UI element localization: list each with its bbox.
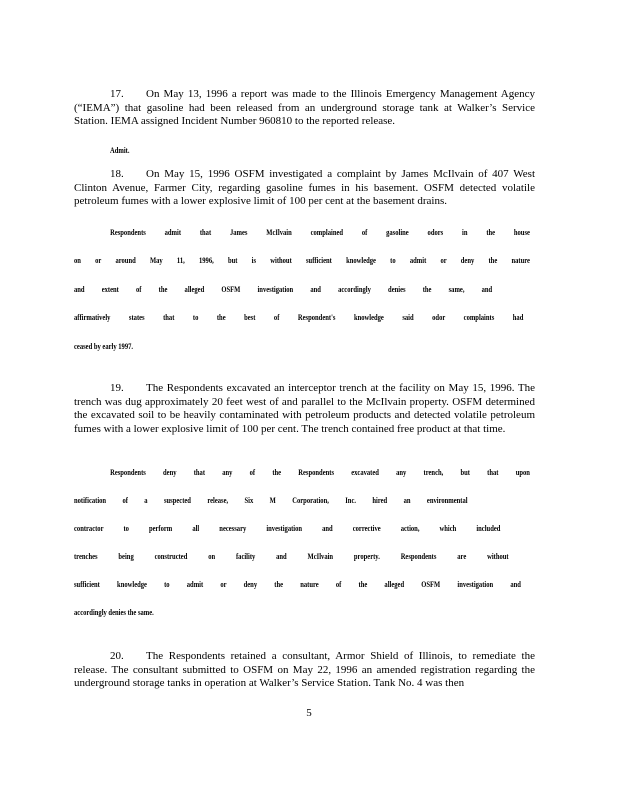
response-line: Respondents deny that any of the Respondents excavated any trench, but that upon — [110, 468, 530, 477]
paragraph-number: 17. — [110, 88, 124, 100]
response-line: contractor to perform all necessary investigation and corrective action, which included — [74, 524, 501, 533]
paragraph-text: On May 15, 1996 OSFM investigated a complaint by James McIlvain of 407 West Clinton Avenue, Farmer City, regarding gasoline fumes in his basement. OSFM detected volatile petroleum fumes with a lower explosive limit of 100 per cent at the basement drains. — [74, 168, 535, 208]
paragraph-number: 19. — [110, 382, 124, 394]
paragraph-text: The Respondents excavated an interceptor trench at the facility on May 15, 1996. The trench was dug approximately 20 feet west of and parallel to the McIlvain property. OSFM determined the excavated soil to be heavily contaminated with petroleum products and detected volatile petroleum fumes with a lower explosive limit of 100 per cent. The trench contained free product at that time. — [74, 382, 535, 435]
response-line: on or around May 11, 1996, but is without sufficient knowledge to admit or deny the nature — [74, 256, 530, 265]
paragraph-number: 20. — [110, 650, 124, 662]
response-line: and extent of the alleged OSFM investigation and accordingly denies the same, and — [74, 285, 493, 294]
response-line: notification of a suspected release, Six M Corporation, Inc. hired an environmental — [74, 496, 468, 505]
response-line: ceased by early 1997. — [74, 342, 134, 351]
response-line: sufficient knowledge to admit or deny the nature of the alleged OSFM investigation and — [74, 580, 521, 589]
page-number: 5 — [306, 707, 312, 719]
response-line: Respondents admit that James McIlvain complained of gasoline odors in the house — [110, 228, 530, 237]
response-line: affirmatively states that to the best of Respondent's knowledge said odor complaints had — [74, 313, 524, 322]
paragraph-text: The Respondents retained a consultant, Armor Shield of Illinois, to remediate the release. The consultant submitted to OSFM on May 22, 1996 an amended registration regarding the underground storage tanks in operation at Walker’s Service Station. Tank No. 4 was then — [74, 650, 535, 690]
paragraph-17 — [74, 88, 535, 129]
paragraph-18 — [74, 168, 535, 209]
paragraph-19 — [74, 382, 535, 436]
paragraph-number: 18. — [110, 168, 124, 180]
response-line: trenches being constructed on facility and McIlvain property. Respondents are without — [74, 552, 509, 561]
paragraph-20 — [74, 650, 535, 691]
paragraph-text: On May 13, 1996 a report was made to the Illinois Emergency Management Agency (“IEMA”) that gasoline had been released from an underground storage tank at Walker’s Service Station. IEMA assigned Incident Number 960810 to the reported release. — [74, 88, 535, 128]
response-line: accordingly denies the same. — [74, 608, 154, 617]
response-17: Admit. — [110, 146, 130, 155]
